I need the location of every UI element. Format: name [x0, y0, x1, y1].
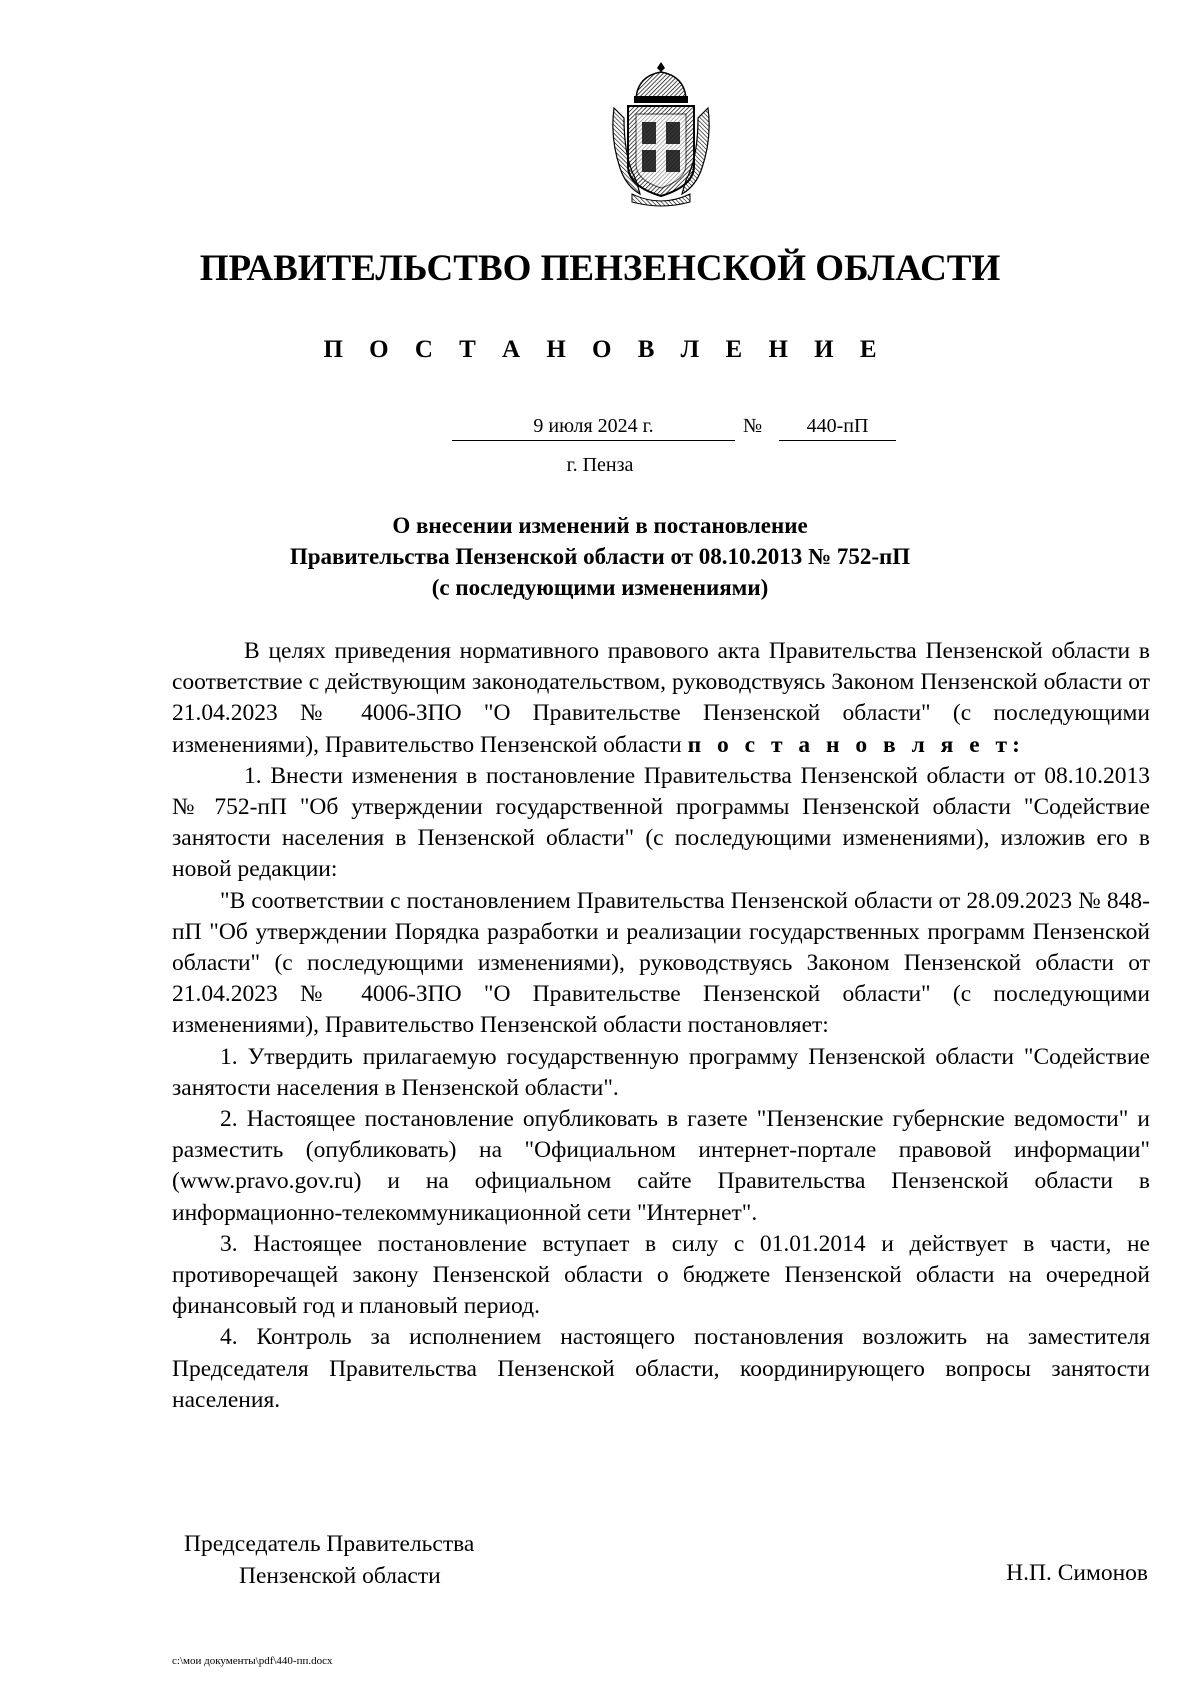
new-item-2: 2. Настоящее постановление опубликовать в газете "Пензенские губернские ведомости" и разместить (опубликовать) на "Официальном интернет-портале правовой информации" (www.pravo.gov.ru) и на официальном сайте Правительства Пензенской области в информационно-телекоммуникационной сети "Интернет".: [172, 1106, 1150, 1226]
document-city: г. Пенза: [566, 454, 634, 476]
new-item-4: 4. Контроль за исполнением настоящего постановления возложить на заместителя Председателя Правительства Пензенской области, координирующего вопросы занятости населения.: [172, 1324, 1150, 1413]
document-date: 9 июля 2024 г.: [452, 412, 735, 441]
new-item-3: 3. Настоящее постановление вступает в силу с 01.01.2014 и действует в части, не противоречащей закону Пензенской области о бюджете Пензенской области на очередной финансовый год и плановый период.: [172, 1230, 1150, 1320]
document-number: 440-пП: [779, 412, 896, 441]
preamble-verb: п о с т а н о в л я е т:: [687, 731, 1025, 758]
government-title: ПРАВИТЕЛЬСТВО ПЕНЗЕНСКОЙ ОБЛАСТИ: [199, 248, 1001, 289]
signer-position-line-1: Председатель Правительства: [184, 1531, 475, 1557]
coat-of-arms-icon: [606, 58, 716, 208]
preamble-paragraph: [172, 636, 1150, 761]
document-subject: [0, 510, 1200, 603]
subject-line-3: (с последующими изменениями): [431, 575, 769, 600]
number-sign: №: [743, 415, 763, 437]
file-path-footer: c:\мои документы\pdf\440-пп.docx: [172, 1655, 333, 1667]
signer-name: Н.П. Симонов: [1006, 1560, 1148, 1586]
signer-position-line-2: Пензенской области: [239, 1563, 441, 1589]
subject-line-2: Правительства Пензенской области от 08.10.2013 № 752-пП: [289, 544, 911, 569]
document-body: [172, 636, 1150, 1416]
item-1-paragraph: 1. Внести изменения в постановление Правительства Пензенской области от 08.10.2013 № 752-пП "Об утверждении государственной программы Пензенской области "Содействие занятости населения в Пензенской области" (с последующими изменениями), изложив его в новой редакции:: [172, 762, 1150, 883]
signer-position: [184, 1528, 474, 1592]
new-edition-preamble: "В соответствии с постановлением Правительства Пензенской области от 28.09.2023 № 848-пП "Об утверждении Порядка разработки и реализации государственных программ Пензенской области" (с последующими изменениями), руководствуясь Законом Пензенской области от 21.04.2023 № 4006-ЗПО "О Правительстве Пензенской области" (с последующими изменениями), Правительство Пензенской области постановляет:: [172, 887, 1150, 1039]
subject-line-1: О внесении изменений в постановление: [392, 513, 808, 538]
new-item-1: 1. Утвердить прилагаемую государственную программу Пензенской области "Содействие занятости населения в Пензенской области".: [172, 1043, 1150, 1101]
document-type-heading: П О С Т А Н О В Л Е Н И Е: [323, 336, 887, 363]
preamble-text: В целях приведения нормативного правового акта Правительства Пензенской области в соответствие с действующим законодательством, руководствуясь Законом Пензенской области от 21.04.2023 № 4006-ЗПО "О Правительстве Пензенской области" (с последующими изменениями), Правительство Пензенской области: [172, 638, 1150, 758]
